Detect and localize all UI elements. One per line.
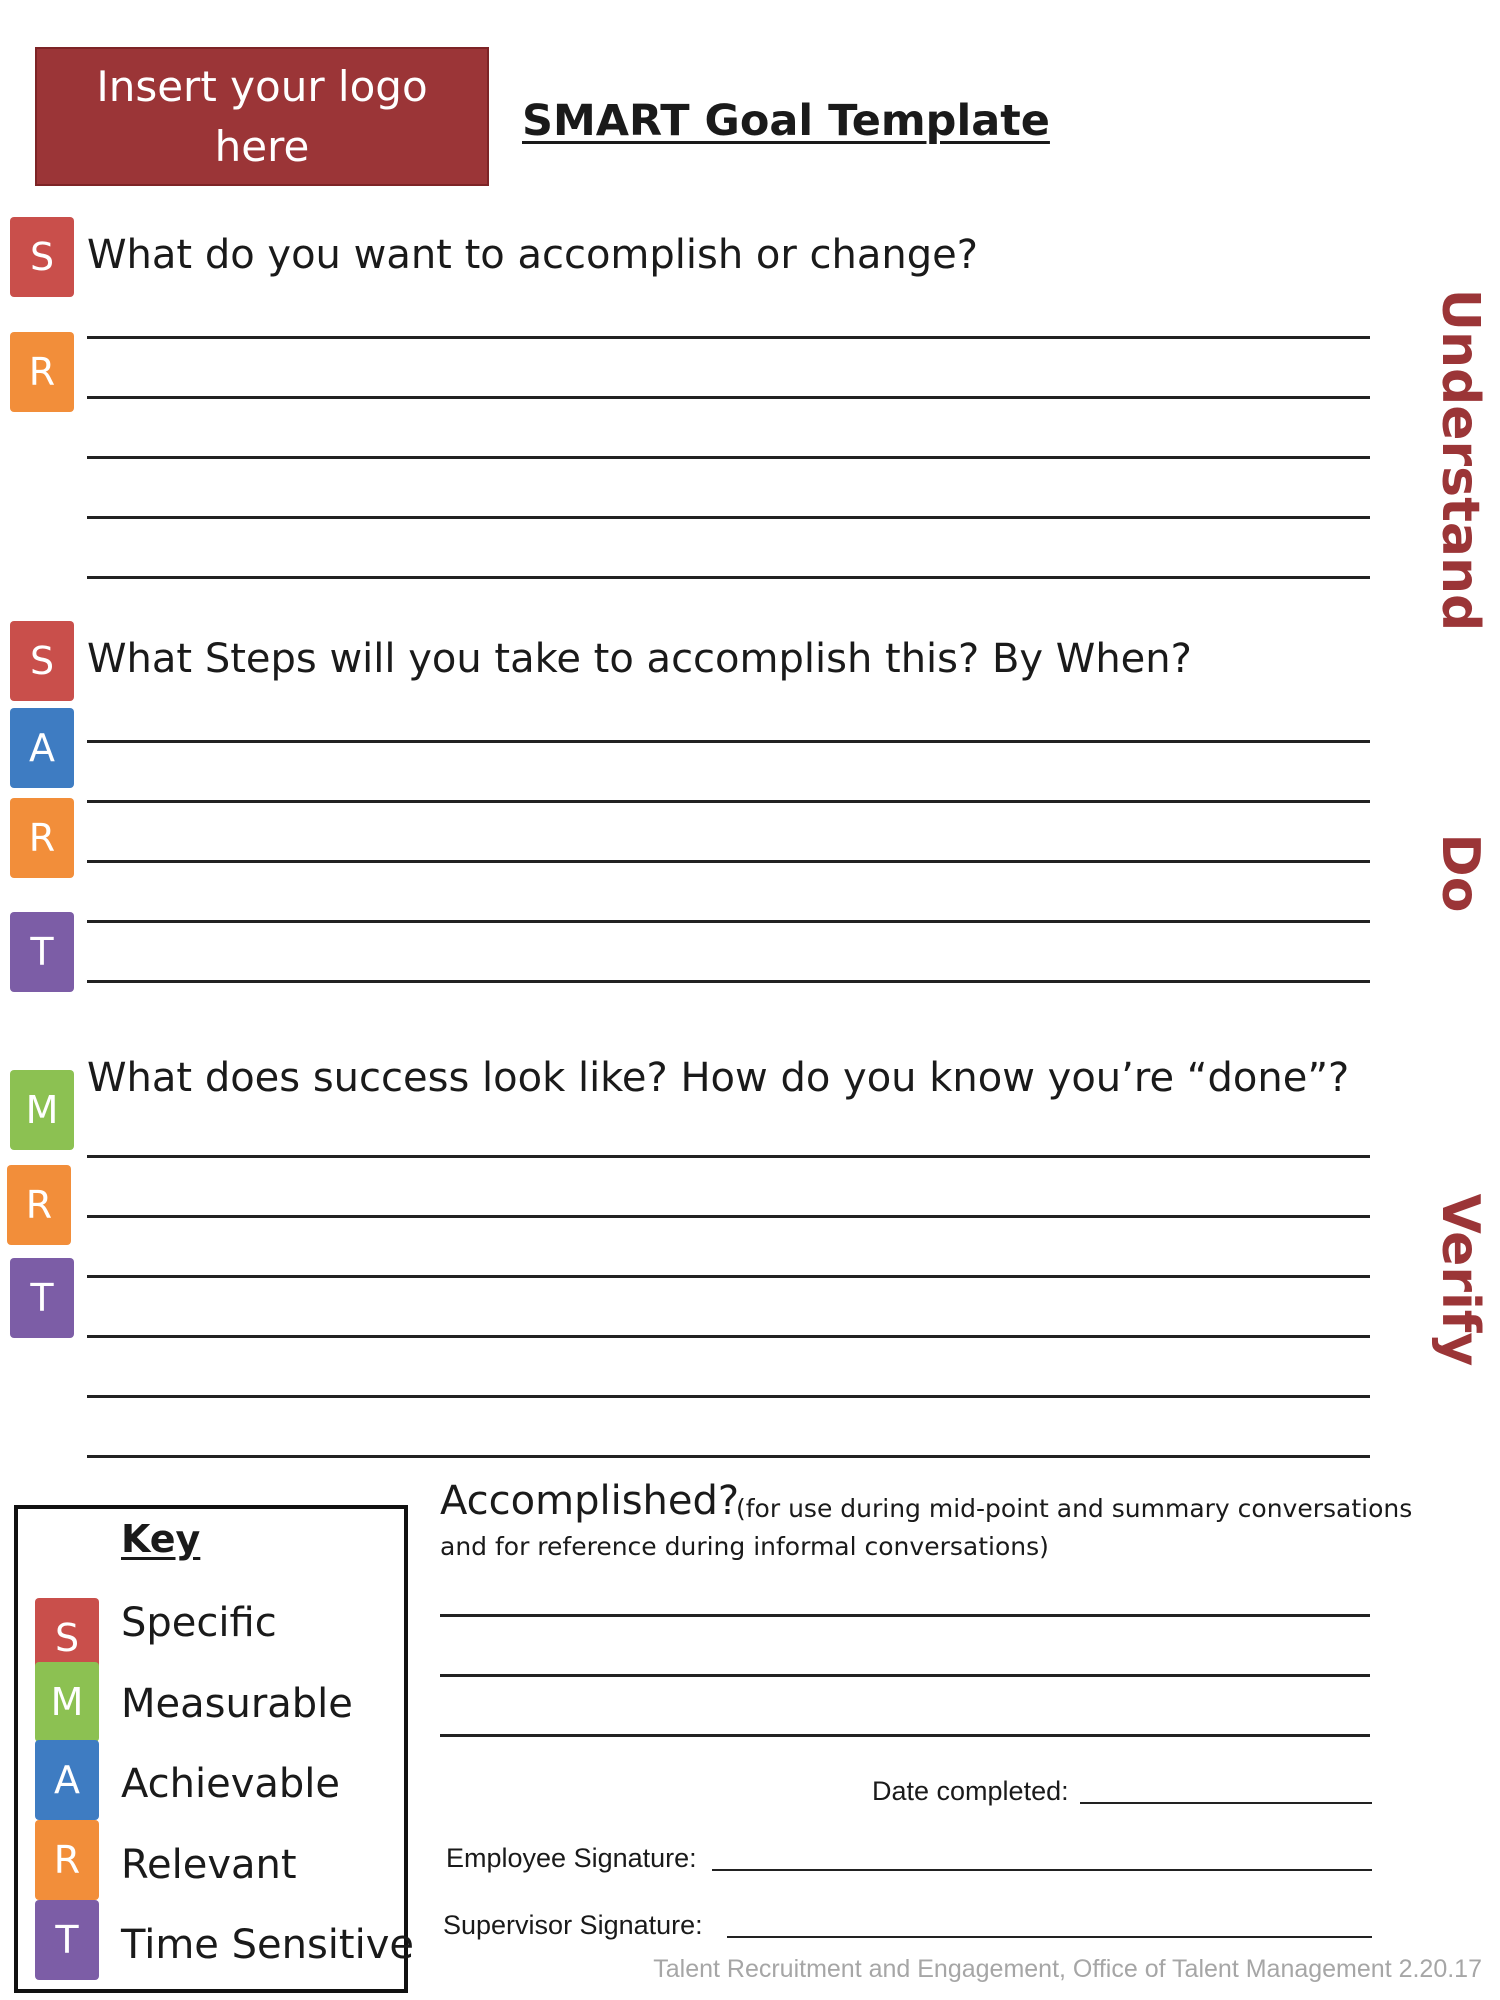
date-completed-label: Date completed: [872,1776,1069,1806]
logo-placeholder [35,47,489,186]
employee-signature-label: Employee Signature: [446,1843,697,1873]
answer-line[interactable] [87,1335,1370,1338]
answer-line[interactable] [87,516,1370,519]
key-badge-a: A [35,1740,99,1820]
answer-line[interactable] [87,576,1370,579]
page-title: SMART Goal Template [522,96,1050,146]
phase-label-understand: Understand [1430,288,1490,632]
accomplished-answer-line[interactable] [440,1614,1370,1617]
answer-line[interactable] [87,456,1370,459]
answer-line[interactable] [87,336,1370,339]
key-badge-r: R [35,1820,99,1900]
answer-line[interactable] [87,1395,1370,1398]
badge-s: S [10,217,74,297]
accomplished-title: Accomplished? [440,1478,740,1524]
answer-line[interactable] [87,980,1370,983]
question-success: What does success look like? How do you know you’re “done”? [87,1055,1350,1101]
badge-r: R [10,798,74,878]
accomplished-note-line2: and for reference during informal conversations) [440,1532,1049,1561]
footer-credit: Talent Recruitment and Engagement, Office of Talent Management 2.20.17 [653,1955,1482,1983]
badge-a: A [10,708,74,788]
answer-line[interactable] [87,396,1370,399]
answer-line[interactable] [87,800,1370,803]
badge-r: R [10,332,74,412]
badge-m: M [10,1070,74,1150]
key-label-measurable: Measurable [121,1681,353,1727]
badge-t: T [10,912,74,992]
key-badge-m: M [35,1662,99,1742]
phase-label-verify: Verify [1430,1193,1490,1367]
answer-line[interactable] [87,920,1370,923]
badge-t: T [10,1258,74,1338]
answer-line[interactable] [87,1215,1370,1218]
key-label-achievable: Achievable [121,1761,341,1807]
badge-r: R [7,1165,71,1245]
badge-s: S [10,621,74,701]
question-steps: What Steps will you take to accomplish this? By When? [87,636,1192,682]
logo-placeholder-text: Insert your logo here [96,61,428,171]
answer-line[interactable] [87,1155,1370,1158]
key-label-specific: Specific [121,1600,277,1646]
question-accomplish: What do you want to accomplish or change? [87,232,978,278]
answer-line[interactable] [87,740,1370,743]
supervisor-signature-field[interactable] [727,1936,1372,1938]
phase-label-do: Do [1430,833,1490,913]
accomplished-answer-line[interactable] [440,1674,1370,1677]
key-title: Key [121,1517,201,1561]
supervisor-signature-label: Supervisor Signature: [443,1910,703,1940]
answer-line[interactable] [87,860,1370,863]
employee-signature-field[interactable] [712,1869,1372,1871]
key-badge-t: T [35,1900,99,1980]
accomplished-answer-line[interactable] [440,1734,1370,1737]
accomplished-note-line1: (for use during mid-point and summary conversations [736,1494,1413,1523]
answer-line[interactable] [87,1455,1370,1458]
key-label-time-sensitive: Time Sensitive [121,1922,414,1968]
date-completed-field[interactable] [1080,1802,1372,1804]
answer-line[interactable] [87,1275,1370,1278]
key-badge-s: S [35,1598,99,1678]
key-label-relevant: Relevant [121,1842,297,1888]
